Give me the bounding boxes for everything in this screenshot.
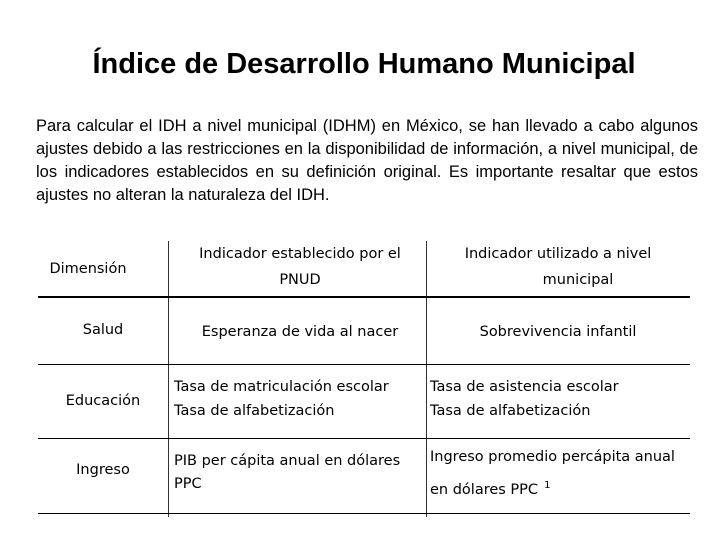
header-dimension: Dimensión [49,261,127,277]
row-dimension-educacion: Educación [65,393,141,409]
header-municipal-line2: municipal [542,272,614,288]
row-educacion-municipal-2: Tasa de alfabetización [430,403,591,419]
header-pnud-line2: PNUD [279,272,321,288]
row-ingreso-municipal-2: en dólares PPC [430,482,539,498]
header-rule [38,296,690,298]
row-salud-pnud: Esperanza de vida al nacer [201,324,399,340]
indicators-table [38,241,690,517]
intro-paragraph: Para calcular el IDH a nivel municipal (IDHM) en México, se han llevado a cabo algunos ajustes debido a las restricciones en la disponibilidad de información, a nivel municipal, de los indicadores establecidos en su definición original. Es importante resaltar que estos ajustes no alteran la naturaleza del IDH. [36,117,698,204]
row-ingreso-municipal-2-wrap [430,474,550,502]
row-rule [38,438,690,439]
row-educacion-pnud-1: Tasa de matriculación escolar [174,379,389,395]
row-rule [38,364,690,365]
row-dimension-ingreso: Ingreso [76,462,130,478]
header-pnud-line1: Indicador establecido por el [199,246,401,262]
header-municipal-line1: Indicador utilizado a nivel [464,246,652,262]
row-dimension-salud: Salud [82,322,124,338]
row-educacion-pnud-2: Tasa de alfabetización [174,403,335,419]
slide-title: Índice de Desarrollo Humano Municipal [92,48,636,80]
column-divider [168,241,169,517]
row-ingreso-pnud-2: PPC [174,476,202,492]
row-educacion-municipal-1: Tasa de asistencia escolar [430,379,619,395]
row-ingreso-pnud-1: PIB per cápita anual en dólares [174,453,401,469]
footnote-marker: 1 [544,480,551,491]
row-ingreso-municipal-1: Ingreso promedio percápita anual [430,449,675,465]
bottom-rule [38,513,690,514]
row-salud-municipal: Sobrevivencia infantil [479,324,637,340]
